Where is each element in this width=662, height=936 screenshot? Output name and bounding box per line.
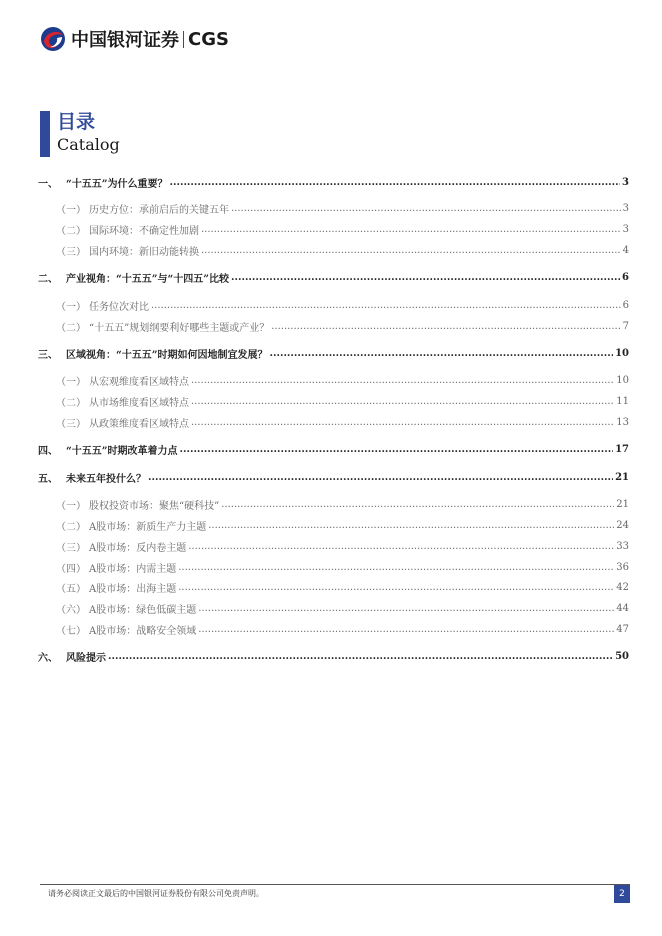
- toc-entry-number: 一、: [38, 178, 58, 190]
- toc-entry-number: （二）: [56, 322, 86, 334]
- toc-entry-page: 3: [622, 223, 629, 235]
- toc-leader-dots: [201, 245, 621, 256]
- toc-entry-title: 区域视角：“十五五”时期如何因地制宜发展？: [66, 349, 268, 361]
- toc-entry-number: 二、: [38, 273, 58, 285]
- toc-entry[interactable]: [56, 393, 629, 409]
- toc-leader-dots: [231, 203, 621, 214]
- brand-logo: [40, 26, 229, 52]
- toc-leader-dots: [231, 272, 620, 283]
- toc-entry-number: （七）: [56, 625, 86, 637]
- toc-entry[interactable]: [56, 318, 629, 334]
- toc-entry-title: “十五五”为什么重要？: [66, 178, 168, 190]
- toc-entry-page: 3: [622, 176, 629, 188]
- toc-entry-page: 6: [622, 299, 629, 311]
- toc-entry-number: 五、: [38, 473, 58, 485]
- toc-entry[interactable]: [38, 441, 629, 457]
- toc-entry-number: （五）: [56, 583, 86, 595]
- toc-leader-dots: [270, 348, 614, 359]
- toc-leader-dots: [198, 603, 614, 614]
- toc-entry-number: （三）: [56, 542, 86, 554]
- toc-entry-number: （三）: [56, 246, 86, 258]
- toc-entry-title: 国际环境：不确定性加剧: [89, 225, 199, 237]
- title-accent-bar: [40, 111, 50, 157]
- toc-leader-dots: [188, 541, 614, 552]
- toc-entry-title: A股市场：反内卷主题: [89, 542, 187, 554]
- toc-entry[interactable]: [56, 496, 629, 512]
- toc-entry[interactable]: [56, 221, 629, 237]
- toc-entry[interactable]: [56, 559, 629, 575]
- toc-entry[interactable]: [56, 579, 629, 595]
- toc-entry[interactable]: [38, 648, 629, 664]
- page-number-badge: 2: [614, 885, 630, 903]
- footer-divider: [40, 884, 630, 885]
- toc-entry-number: （二）: [56, 397, 86, 409]
- footer-disclaimer: 请务必阅读正文最后的中国银河证券股份有限公司免责声明。: [48, 889, 264, 898]
- toc-leader-dots: [180, 444, 614, 455]
- toc-entry-page: 21: [615, 471, 629, 483]
- toc-leader-dots: [208, 520, 614, 531]
- toc-entry-page: 33: [616, 540, 629, 552]
- galaxy-logo-icon: [40, 26, 66, 52]
- toc-entry[interactable]: [38, 269, 629, 285]
- toc-entry[interactable]: [56, 600, 629, 616]
- toc-entry-title: “十五五”规划纲要利好哪些主题或产业？: [89, 322, 270, 334]
- page-subtitle: Catalog: [57, 135, 120, 154]
- toc-entry-title: A股市场：绿色低碳主题: [89, 604, 197, 616]
- toc-entry-number: （三）: [56, 418, 86, 430]
- toc-entry-title: 国内环境：新旧动能转换: [89, 246, 199, 258]
- toc-leader-dots: [170, 177, 621, 188]
- toc-entry-title: 从政策维度看区域特点: [89, 418, 189, 430]
- toc-entry-page: 47: [616, 623, 629, 635]
- toc-leader-dots: [191, 417, 614, 428]
- toc-entry-number: （一）: [56, 376, 86, 388]
- toc-leader-dots: [198, 624, 614, 635]
- toc-entry-page: 6: [622, 271, 629, 283]
- toc-leader-dots: [201, 224, 621, 235]
- toc-entry-page: 24: [616, 519, 629, 531]
- toc-entry-title: A股市场：出海主题: [89, 583, 177, 595]
- toc-entry[interactable]: [56, 200, 629, 216]
- brand-separator: [183, 31, 184, 48]
- toc-leader-dots: [221, 499, 614, 510]
- toc-entry-title: 任务位次对比: [89, 301, 149, 313]
- toc-entry-page: 11: [616, 395, 629, 407]
- toc-entry[interactable]: [56, 372, 629, 388]
- toc-entry[interactable]: [56, 242, 629, 258]
- toc-entry-title: 从市场维度看区域特点: [89, 397, 189, 409]
- toc-entry-page: 3: [622, 202, 629, 214]
- toc-entry-title: 未来五年投什么？: [66, 473, 146, 485]
- toc-entry[interactable]: [38, 174, 629, 190]
- toc-entry[interactable]: [56, 517, 629, 533]
- toc-entry[interactable]: [56, 297, 629, 313]
- toc-entry-number: 三、: [38, 349, 58, 361]
- toc-leader-dots: [178, 562, 614, 573]
- toc-entry-number: （二）: [56, 521, 86, 533]
- toc-entry-page: 36: [616, 561, 629, 573]
- toc-entry-number: （二）: [56, 225, 86, 237]
- toc-entry-page: 50: [615, 650, 629, 662]
- toc-entry-title: “十五五”时期改革着力点: [66, 445, 178, 457]
- toc-entry-page: 17: [615, 443, 629, 455]
- toc-entry[interactable]: [38, 469, 629, 485]
- toc-leader-dots: [178, 582, 614, 593]
- toc-entry-number: （一）: [56, 500, 86, 512]
- toc-entry-page: 21: [616, 498, 629, 510]
- toc-leader-dots: [191, 375, 614, 386]
- toc-leader-dots: [151, 300, 621, 311]
- toc-entry-page: 10: [615, 347, 629, 359]
- toc-leader-dots: [191, 396, 614, 407]
- toc-entry-title: 历史方位：承前启后的关键五年: [89, 204, 229, 216]
- toc-entry-title: 产业视角：“十五五”与“十四五”比较: [66, 273, 230, 285]
- toc-entry-title: 股权投资市场：聚焦“硬科技”: [89, 500, 220, 512]
- toc-entry[interactable]: [56, 538, 629, 554]
- toc-entry-title: A股市场：战略安全领域: [89, 625, 197, 637]
- toc-entry-title: 风险提示: [66, 652, 106, 664]
- toc-entry-number: （六）: [56, 604, 86, 616]
- toc-entry-number: （一）: [56, 301, 86, 313]
- toc-entry-title: 从宏观维度看区域特点: [89, 376, 189, 388]
- toc-entry[interactable]: [56, 414, 629, 430]
- toc-entry-number: 六、: [38, 652, 58, 664]
- page-title: 目录: [57, 111, 96, 133]
- toc-entry[interactable]: [56, 621, 629, 637]
- brand-name-cn: 中国银河证券: [71, 30, 179, 51]
- toc-leader-dots: [271, 321, 620, 332]
- brand-name-en: CGS: [188, 28, 229, 50]
- toc-entry-page: 13: [616, 416, 629, 428]
- toc-entry-page: 44: [616, 602, 629, 614]
- toc-leader-dots: [148, 472, 613, 483]
- toc-entry-title: A股市场：新质生产力主题: [89, 521, 207, 533]
- toc-entry-number: （一）: [56, 204, 86, 216]
- toc-leader-dots: [108, 651, 613, 662]
- toc-entry-title: A股市场：内需主题: [89, 563, 177, 575]
- toc-entry-page: 10: [616, 374, 629, 386]
- toc-entry-page: 42: [616, 581, 629, 593]
- toc-entry-page: 7: [622, 320, 629, 332]
- toc-entry-number: （四）: [56, 563, 86, 575]
- toc-entry[interactable]: [38, 345, 629, 361]
- toc-entry-number: 四、: [38, 445, 58, 457]
- toc-entry-page: 4: [622, 244, 629, 256]
